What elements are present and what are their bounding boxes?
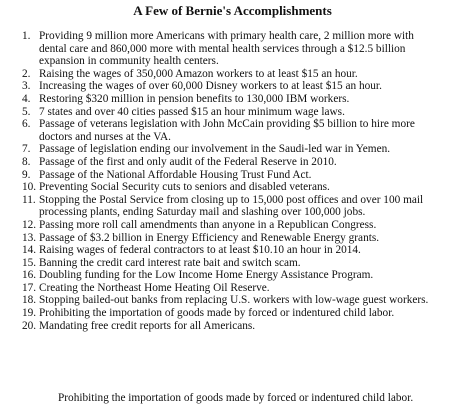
item-number: 5.	[22, 105, 31, 118]
item-number: 10.	[22, 181, 37, 194]
item-text: Banning the credit card interest rate bait and switch scam.	[39, 256, 301, 269]
document-title: A Few of Bernie's Accomplishments	[133, 3, 332, 18]
list-item	[0, 106, 465, 119]
list-item	[0, 156, 465, 169]
item-number: 6.	[22, 118, 31, 131]
item-number: 11.	[22, 193, 36, 206]
item-number: 15.	[22, 256, 37, 269]
item-number: 4.	[22, 92, 31, 105]
list-item	[0, 68, 465, 81]
list-item	[0, 294, 465, 307]
accomplishments-list	[0, 30, 465, 332]
list-item	[0, 118, 465, 143]
list-item	[0, 232, 465, 245]
list-item	[0, 30, 465, 68]
item-text: Raising the wages of 350,000 Amazon workers to at least $15 an hour.	[39, 67, 358, 80]
item-number: 7.	[22, 143, 31, 156]
item-number: 19.	[22, 307, 37, 320]
item-text: Providing 9 million more Americans with primary health care, 2 million more with dental care and 860,000 more with mental health services through a $12.5 billion expansion in community health centers.	[39, 30, 414, 68]
item-text: Stopping bailed-out banks from replacing U.S. workers with low-wage guest workers.	[39, 294, 429, 307]
item-number: 14.	[22, 244, 37, 257]
item-number: 8.	[22, 155, 31, 168]
list-item	[0, 169, 465, 182]
list-item	[0, 282, 465, 295]
list-item	[0, 320, 465, 333]
list-item	[0, 80, 465, 93]
item-number: 1.	[22, 30, 31, 42]
list-item	[0, 307, 465, 320]
item-number: 16.	[22, 269, 37, 282]
item-text: Passage of the first and only audit of the Federal Reserve in 2010.	[39, 155, 337, 168]
list-item	[0, 269, 465, 282]
list-item	[0, 194, 465, 219]
list-item	[0, 181, 465, 194]
list-item	[0, 143, 465, 156]
item-text: Prohibiting the importation of goods made by forced or indentured child labor.	[39, 307, 395, 320]
item-number: 20.	[22, 319, 37, 332]
list-item	[0, 93, 465, 106]
item-number: 13.	[22, 231, 37, 244]
item-number: 3.	[22, 80, 31, 93]
item-number: 17.	[22, 281, 37, 294]
item-text: Preventing Social Security cuts to seniors and disabled veterans.	[39, 181, 330, 194]
item-text: Passage of veterans legislation with John McCain providing $5 billion to hire more doctors and nurses at the VA.	[39, 118, 415, 143]
list-item	[0, 219, 465, 232]
item-text: Restoring $320 million in pension benefits to 130,000 IBM workers.	[39, 92, 350, 105]
item-text: Passage of legislation ending our involvement in the Saudi-led war in Yemen.	[39, 143, 391, 156]
item-number: 12.	[22, 218, 37, 231]
partially-visible-line: Prohibiting the importation of goods made by forced or indentured child labor.	[58, 392, 414, 404]
item-text: Passage of the National Affordable Housing Trust Fund Act.	[39, 168, 312, 181]
list-item	[0, 257, 465, 270]
item-text: Passing more roll call amendments than anyone in a Republican Congress.	[39, 218, 377, 231]
item-number: 9.	[22, 168, 31, 181]
item-text: Mandating free credit reports for all Americans.	[39, 319, 256, 332]
item-text: Passage of $3.2 billion in Energy Efficiency and Renewable Energy grants.	[39, 231, 380, 244]
item-number: 2.	[22, 67, 31, 80]
item-text: Doubling funding for the Low Income Home Energy Assistance Program.	[39, 269, 374, 282]
item-text: Creating the Northeast Home Heating Oil Reserve.	[39, 281, 270, 294]
item-text: Raising wages of federal contractors to at least $10.10 an hour in 2014.	[39, 244, 361, 257]
item-text: 7 states and over 40 cities passed $15 an hour minimum wage laws.	[39, 105, 345, 118]
item-text: Increasing the wages of over 60,000 Disney workers to at least $15 an hour.	[39, 80, 382, 93]
list-item	[0, 244, 465, 257]
item-text: Stopping the Postal Service from closing up to 15,000 post offices and over 100 mail processing plants, ending Saturday mail and slashing over 100,000 jobs.	[39, 193, 424, 219]
item-number: 18.	[22, 294, 37, 307]
